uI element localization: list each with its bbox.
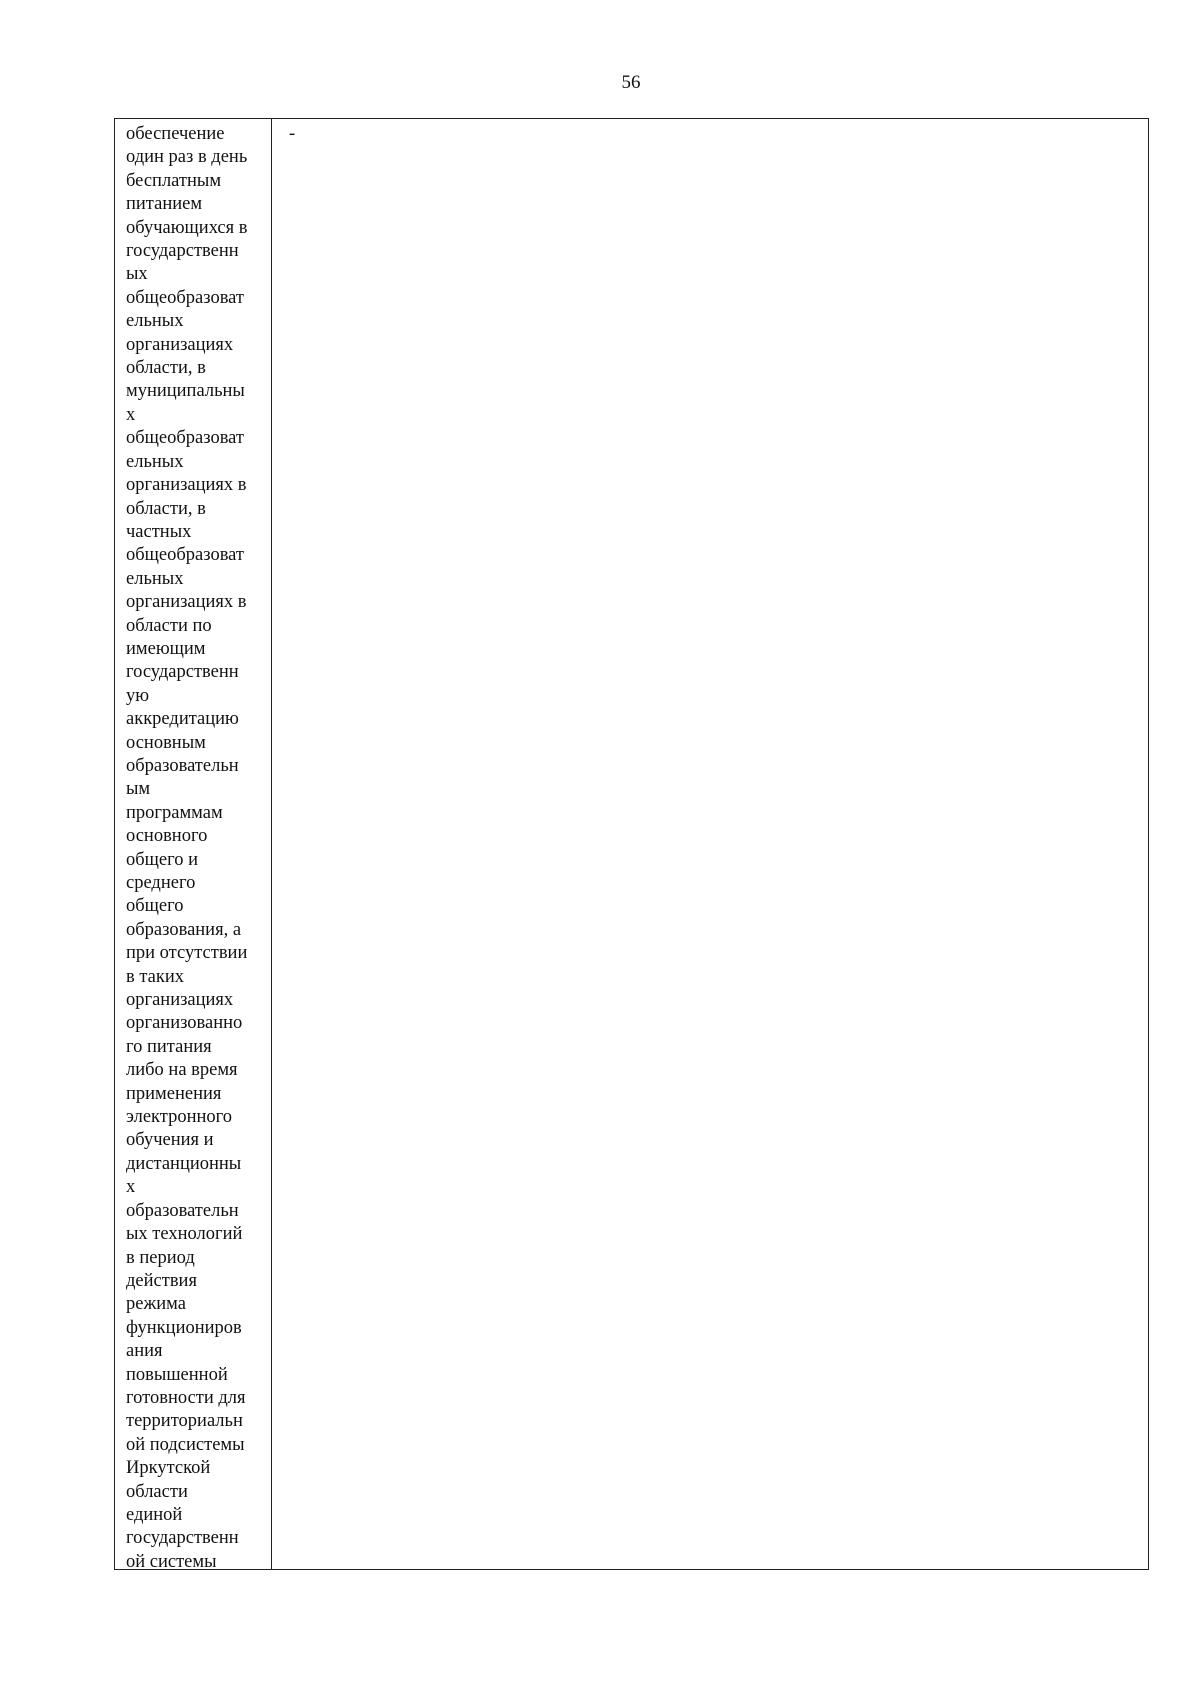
cell-text-line: действия [126,1270,197,1291]
cell-text-line: организациях [126,990,234,1011]
cell-text-line: общего [126,896,184,917]
cell-text-line: готовности для [126,1387,246,1408]
cell-text-line: ельных [126,311,184,332]
cell-text-line: дистанционны [126,1153,242,1174]
cell-text-line: территориальн [126,1411,243,1432]
document-table [114,118,1149,1570]
cell-text-line: государственн [126,241,239,262]
cell-text-line: общеобразоват [126,428,245,449]
cell-text-line: муниципальны [126,381,245,402]
cell-text-line: повышенной [126,1364,228,1385]
cell-text-line: ой подсистемы [126,1434,245,1455]
cell-text-line: единой [126,1504,183,1525]
cell-text-line: ую [126,685,150,706]
cell-text-line: при отсутствии [126,943,248,964]
cell-text-line: ой системы [126,1551,217,1569]
cell-text-line: частных [126,521,192,542]
cell-text-line: ельных [126,451,184,472]
cell-text-line: ых [126,264,148,285]
cell-text-line: в таких [126,966,185,987]
cell-text-line: образовательн [126,755,239,776]
cell-text-line: области, в [126,498,206,519]
cell-text-line: го питания [126,1036,212,1057]
cell-text-line: либо на время [126,1060,238,1081]
cell-text-line: режима [126,1294,186,1315]
cell-text-line: один раз в день [126,147,248,168]
cell-text-line: организациях в [126,475,247,496]
cell-text-line: х [126,1177,136,1198]
cell-text-line: области по [126,615,212,636]
cell-text-line: бесплатным [126,170,222,191]
cell-text-line: ельных [126,568,184,589]
cell-text-line: х [126,404,136,425]
cell-text-line: организациях в [126,592,247,613]
cell-value-text: - [289,124,296,144]
table-cell-value [272,119,1148,1569]
cell-text-line: области, в [126,358,206,379]
cell-text-line: ания [126,1341,163,1362]
cell-text-line: образования, а [126,919,242,940]
cell-text-line: аккредитацию [126,709,239,730]
cell-text-line: имеющим [126,638,206,659]
cell-text-line: общеобразоват [126,545,245,566]
cell-text-line: области [126,1481,188,1502]
cell-text-line: среднего [126,873,196,893]
cell-text-line: применения [126,1083,222,1104]
cell-text-line: обучения и [126,1130,214,1151]
cell-text-line: питанием [126,194,203,215]
cell-text-line: обеспечение [126,124,225,144]
cell-text-line: образовательн [126,1200,239,1221]
cell-text-line: основного [126,826,208,847]
cell-text-line: государственн [126,662,239,683]
cell-text-line: электронного [126,1107,233,1128]
cell-text-line: функциониров [126,1317,242,1338]
cell-text-line: общего и [126,849,199,870]
cell-text-line: в период [126,1247,195,1268]
cell-text-line: основным [126,732,206,753]
page-number: 56 [621,72,641,93]
cell-text-line: ым [126,779,151,800]
cell-text-line: обучающихся в [126,217,248,238]
cell-text-line: программам [126,802,223,823]
cell-text-line: общеобразоват [126,287,245,308]
cell-text-line: государственн [126,1528,239,1549]
cell-text-line: ых технологий [126,1224,243,1245]
table-cell-description [115,119,272,1569]
cell-text-line: Иркутской [126,1458,211,1479]
cell-text-line: организациях [126,334,234,355]
cell-text-line: организованно [126,1013,243,1034]
